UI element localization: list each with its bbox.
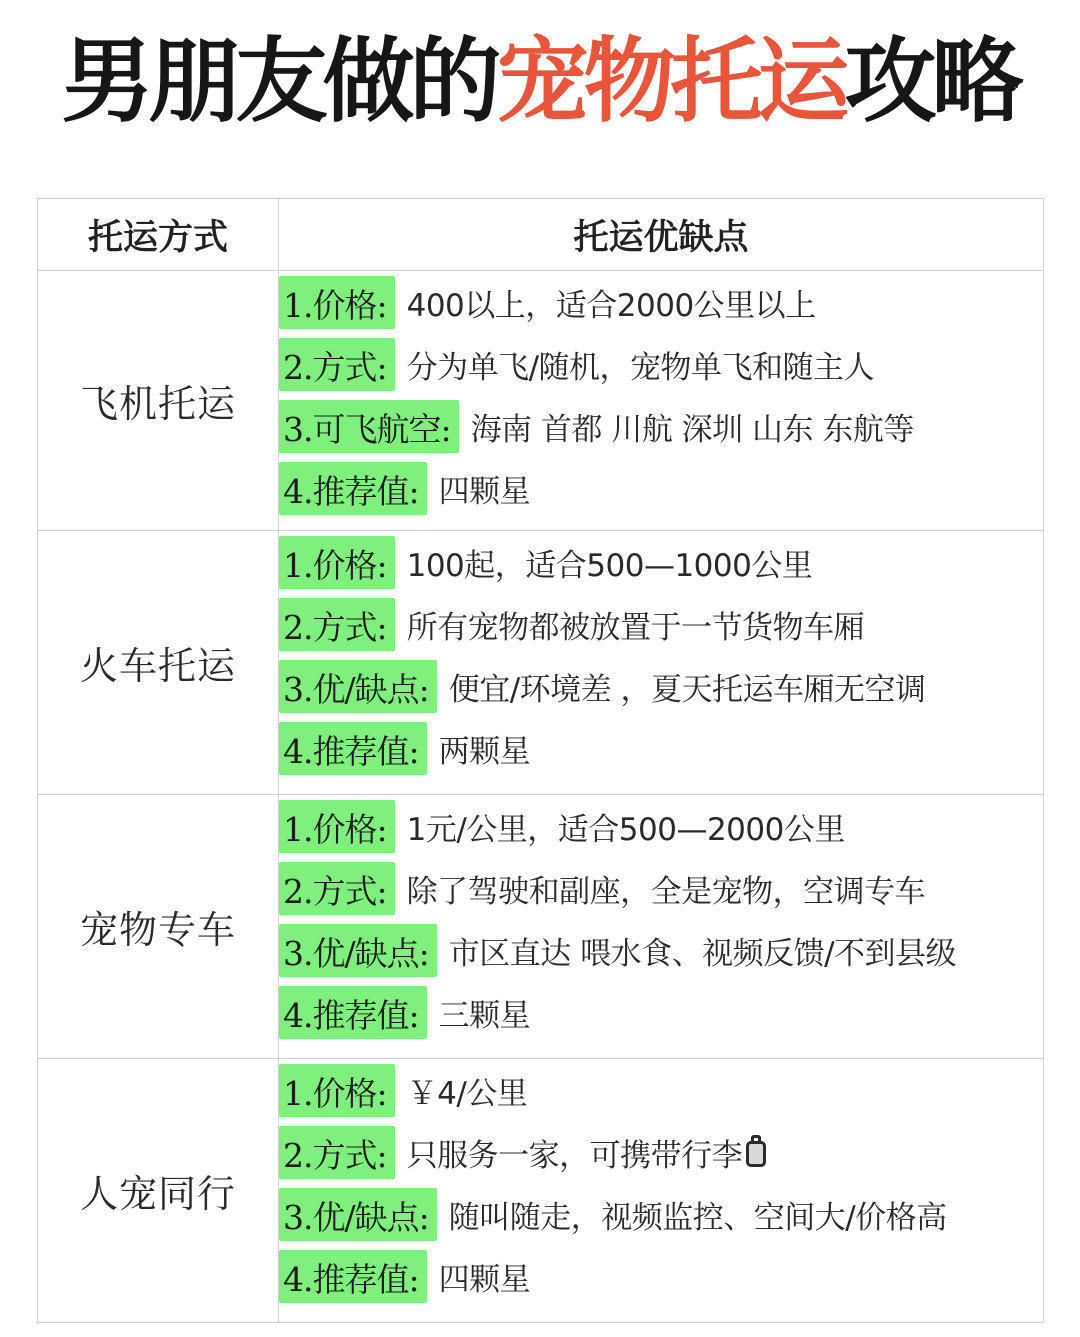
detail-label: 2.方式: (279, 598, 395, 651)
shipping-guide-table (37, 198, 1044, 1323)
detail-line (279, 795, 1043, 857)
table-row (38, 271, 1044, 531)
detail-value: 1元/公里，适合500—2000公里 (406, 811, 845, 848)
method-cell: 人宠同行 (38, 1059, 279, 1323)
method-cell: 宠物专车 (38, 795, 279, 1059)
detail-line (279, 1059, 1043, 1121)
detail-line (279, 531, 1043, 593)
detail-label: 1.价格: (279, 800, 395, 853)
detail-line (279, 1183, 1043, 1245)
detail-value: 除了驾驶和副座，全是宠物，空调专车 (406, 873, 926, 910)
details-cell (279, 1059, 1044, 1323)
header-method: 托运方式 (38, 199, 279, 271)
detail-value: 只服务一家，可携带行李 (406, 1137, 743, 1174)
details-cell (279, 795, 1044, 1059)
detail-label: 3.优/缺点: (279, 924, 437, 977)
detail-line (279, 655, 1043, 717)
detail-value: 市区直达 喂水食、视频反馈/不到县级 (448, 935, 957, 972)
detail-label: 4.推荐值: (279, 462, 427, 515)
detail-value: 海南 首都 川航 深圳 山东 东航等 (470, 411, 914, 448)
detail-label: 1.价格: (279, 1064, 395, 1117)
table-row (38, 1059, 1044, 1323)
detail-value: 四颗星 (438, 1261, 531, 1298)
detail-line (279, 395, 1043, 457)
detail-label: 1.价格: (279, 536, 395, 589)
page-title (0, 22, 1080, 142)
title-highlight: 宠物托运 (496, 28, 845, 135)
detail-line (279, 271, 1043, 333)
detail-label: 2.方式: (279, 338, 395, 391)
table-row (38, 795, 1044, 1059)
detail-value: 所有宠物都被放置于一节货物车厢 (406, 609, 865, 646)
detail-value: 四颗星 (438, 473, 531, 510)
detail-line (279, 857, 1043, 919)
detail-value: 两颗星 (438, 733, 531, 770)
detail-value: ￥4/公里 (406, 1075, 528, 1112)
detail-line (279, 333, 1043, 395)
detail-value: 100起，适合500—1000公里 (406, 547, 813, 584)
detail-value: 随叫随走，视频监控、空间大/价格高 (448, 1199, 947, 1236)
table-header-row (38, 199, 1044, 271)
detail-value: 400以上，适合2000公里以上 (406, 287, 816, 324)
detail-line (279, 1121, 1043, 1183)
details-cell (279, 271, 1044, 531)
detail-label: 3.优/缺点: (279, 660, 437, 713)
detail-value: 三颗星 (438, 997, 531, 1034)
detail-line (279, 1245, 1043, 1307)
method-cell: 飞机托运 (38, 271, 279, 531)
header-pros-cons: 托运优缺点 (279, 199, 1044, 271)
title-part-1: 男朋友做的 (61, 28, 497, 135)
detail-label: 3.优/缺点: (279, 1188, 437, 1241)
detail-label: 1.价格: (279, 276, 395, 329)
detail-label: 4.推荐值: (279, 722, 427, 775)
details-cell (279, 531, 1044, 795)
detail-label: 2.方式: (279, 862, 395, 915)
detail-line (279, 981, 1043, 1043)
detail-label: 4.推荐值: (279, 986, 427, 1039)
detail-label: 3.可飞航空: (279, 400, 459, 453)
method-cell: 火车托运 (38, 531, 279, 795)
detail-line (279, 919, 1043, 981)
detail-label: 2.方式: (279, 1126, 395, 1179)
detail-value: 便宜/环境差 ，夏天托运车厢无空调 (448, 671, 926, 708)
detail-line (279, 717, 1043, 779)
detail-label: 4.推荐值: (279, 1250, 427, 1303)
table-row (38, 531, 1044, 795)
detail-line (279, 457, 1043, 519)
title-part-2: 攻略 (844, 28, 1019, 135)
luggage-icon (746, 1135, 770, 1169)
detail-line (279, 593, 1043, 655)
detail-value: 分为单飞/随机，宠物单飞和随主人 (406, 349, 875, 386)
